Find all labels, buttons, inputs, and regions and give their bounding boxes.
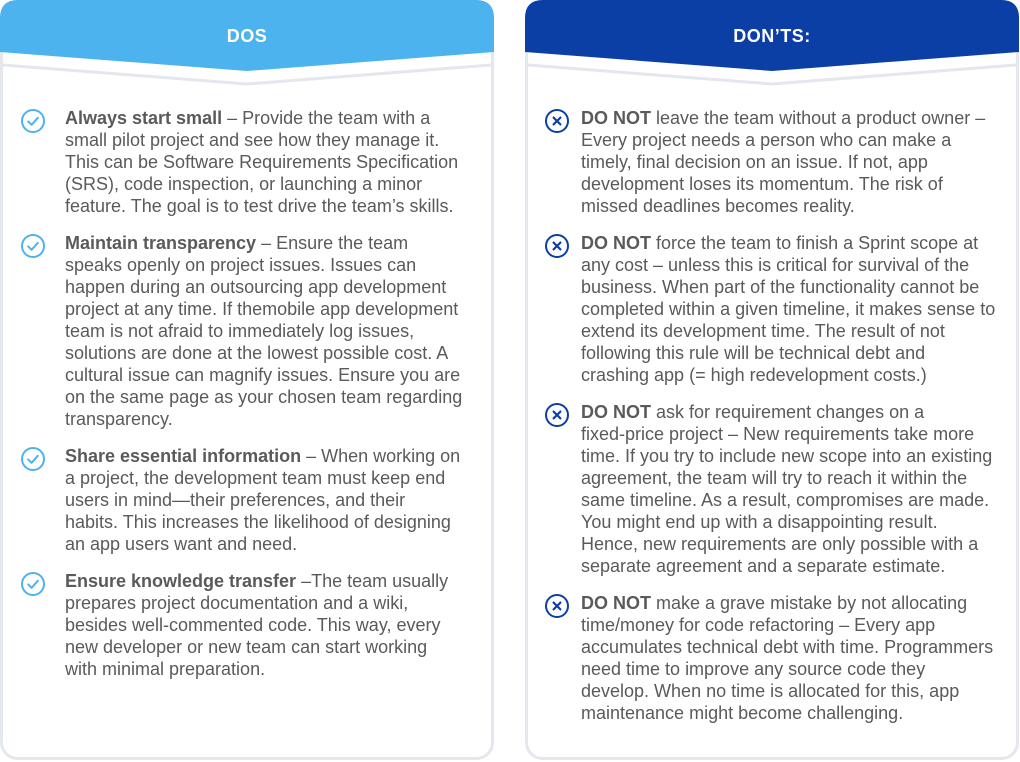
dos-item-text: – When working on a project, the development team must keep end users in mind—their preferences, and their habits. This increases the likelihood of designing an app users want and need.	[65, 446, 461, 554]
dos-item-text: –The team usually prepares project documentation and a wiki, besides well-commented code. This way, every new developer or new team can start working with minimal preparation.	[65, 571, 449, 679]
dos-item-text: – Provide the team with a small pilot project and see how they manage it. This can be Software Requirements Specification (SRS), code inspection, or launching a minor feature. The goal is to test drive the team’s skills.	[65, 108, 459, 216]
x-circle-icon	[544, 593, 570, 619]
icon-ring	[22, 573, 44, 595]
donts-item-text: force the team to finish a Sprint scope at any cost – unless this is critical for survival of the business. When part of the functionality cannot be completed within a given timeline, it makes sense to extend its development time. The result of not following this rule will be technical debt and crashing app (= high redevelopment costs.)	[581, 233, 996, 385]
x-circle-glyph	[544, 593, 570, 619]
icon-ring	[22, 235, 44, 257]
donts-item	[544, 107, 1012, 217]
x-circle-glyph	[544, 108, 570, 134]
check-circle-glyph	[20, 446, 46, 472]
check-circle-glyph	[20, 571, 46, 597]
donts-item	[544, 592, 1012, 724]
donts-item-text: ask for requirement changes on a fixed-price project – New requirements take more time. If you try to include new scope into an existing agreement, the team will try to reach it within the same timeline. As a result, compromises are made. You might end up with a disappointing result. Hence, new requirements are only possible with a separate agreement and a separate estimate.	[581, 402, 993, 576]
dos-item-body	[20, 107, 485, 217]
x-circle-glyph	[544, 402, 570, 428]
x-mark	[554, 243, 561, 250]
check-circle-glyph	[20, 108, 46, 134]
x-circle-icon	[544, 108, 570, 134]
dos-item-title: Maintain transparency	[65, 233, 257, 253]
dos-item-body	[20, 232, 485, 430]
dos-card	[0, 0, 494, 762]
check-mark	[28, 581, 38, 588]
check-circle-icon	[20, 446, 46, 472]
check-mark	[28, 456, 38, 463]
dos-item	[20, 232, 485, 430]
x-circle-icon	[544, 233, 570, 259]
donts-list	[544, 107, 1012, 739]
dos-item	[20, 107, 485, 217]
dos-title: DOS	[226, 26, 268, 46]
dos-item-body	[20, 570, 485, 680]
dos-item	[20, 570, 485, 680]
donts-item-title: DO NOT	[581, 593, 651, 613]
dos-item-title: Ensure knowledge transfer	[65, 571, 297, 591]
donts-item	[544, 401, 1012, 577]
check-circle-icon	[20, 571, 46, 597]
x-mark	[554, 603, 561, 610]
x-circle-glyph	[544, 233, 570, 259]
dos-item-title: Share essential information	[65, 446, 302, 466]
donts-item-body	[544, 232, 1012, 386]
dos-item-text: – Ensure the team speaks openly on project issues. Issues can happen during an outsourcing app development project at any time. If themobile app development team is not afraid to immediately log issues, solutions are done at the lowest possible cost. A cultural issue can magnify issues. Ensure you are on the same page as your chosen team regarding transparency.	[65, 233, 463, 429]
dos-item	[20, 445, 485, 555]
check-circle-glyph	[20, 233, 46, 259]
donts-item-title: DO NOT	[581, 108, 651, 128]
donts-item-title: DO NOT	[581, 233, 651, 253]
icon-ring	[22, 110, 44, 132]
donts-item-body	[544, 107, 1012, 217]
dos-item-body	[20, 445, 485, 555]
check-circle-icon	[20, 108, 46, 134]
dos-item-title: Always start small	[65, 108, 223, 128]
x-circle-icon	[544, 402, 570, 428]
donts-card	[525, 0, 1019, 762]
check-mark	[28, 243, 38, 250]
donts-item-body	[544, 592, 1012, 724]
donts-item-text: leave the team without a product owner – Every project needs a person who can make a timely, final decision on an issue. If not, app development loses its momentum. The risk of missed deadlines becomes reality.	[581, 108, 986, 216]
check-circle-icon	[20, 233, 46, 259]
icon-ring	[22, 448, 44, 470]
donts-item	[544, 232, 1012, 386]
x-mark	[554, 118, 561, 125]
x-mark	[554, 412, 561, 419]
donts-item-body	[544, 401, 1012, 577]
check-mark	[28, 118, 38, 125]
dos-list	[20, 107, 485, 695]
donts-item-title: DO NOT	[581, 402, 651, 422]
donts-item-text: make a grave mistake by not allocating time/money for code refactoring – Every app accumulates technical debt with time. Programmers need time to improve any source code they develop. When no time is allocated for this, app maintenance might become challenging.	[581, 593, 994, 723]
donts-title: DON’TS:	[733, 26, 811, 46]
